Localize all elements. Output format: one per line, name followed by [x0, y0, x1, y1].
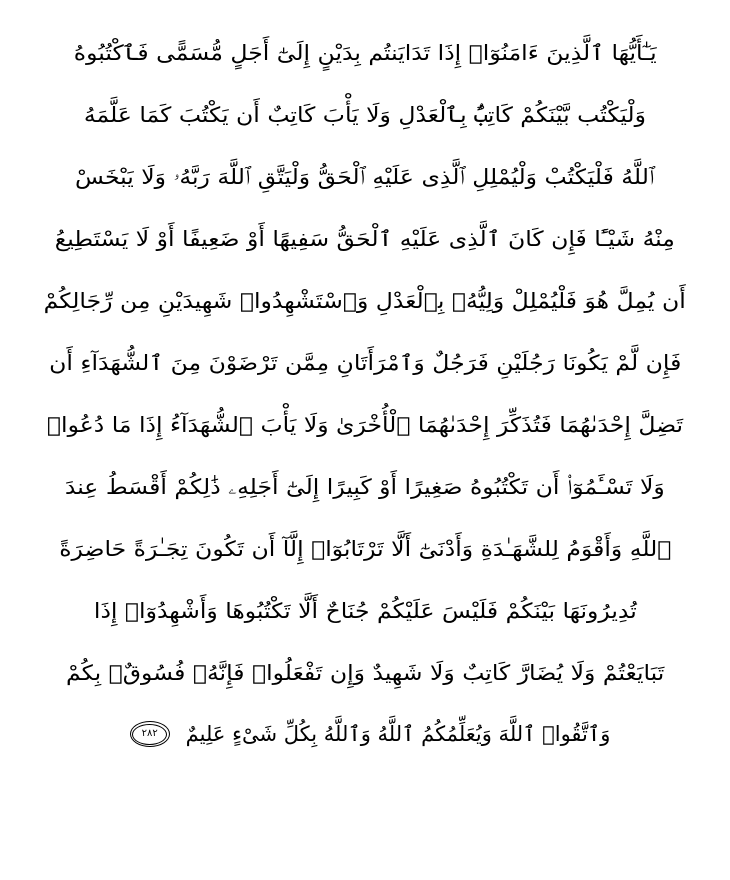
quran-line [26, 580, 704, 642]
quran-line-text: تَضِلَّ إِحْدَىٰهُمَا فَتُذَكِّرَ إِحْدَىٰهُمَا ٱلْأُخْرَىٰ وَلَا يَأْبَ ٱلشُّهَدَآءُ إِذَا مَا دُعُوا۟ [46, 412, 684, 437]
ayah-number-marker-icon [130, 721, 170, 747]
quran-line-text: وَٱتَّقُوا۟ ٱللَّهَ وَيُعَلِّمُكُمُ ٱللَّهُ وَٱللَّهُ بِكُلِّ شَىْءٍ عَلِيمٌ [185, 722, 611, 746]
quran-line-text: ٱللَّهِ وَأَقْوَمُ لِلشَّهَـٰدَةِ وَأَدْنَىٰٓ أَلَّا تَرْتَابُوٓا۟ إِلَّآ أَن تَكُونَ تِجَـٰرَةً حَاضِرَةً [58, 536, 672, 561]
quran-line-text: أَن يُمِلَّ هُوَ فَلْيُمْلِلْ وَلِيُّهُۥ بِٱلْعَدْلِ وَٱسْتَشْهِدُوا۟ شَهِيدَيْنِ مِن رِّجَالِكُمْ [43, 288, 687, 313]
quran-line [26, 208, 704, 270]
quran-line [26, 332, 704, 394]
quran-line-text: ٱللَّهُ فَلْيَكْتُبْ وَلْيُمْلِلِ ٱلَّذِى عَلَيْهِ ٱلْحَقُّ وَلْيَتَّقِ ٱللَّهَ رَبَّهُۥ وَلَا يَبْخَسْ [75, 164, 655, 189]
quran-line [26, 642, 704, 704]
quran-line-text: وَلْيَكْتُب بَّيْنَكُمْ كَاتِبٌۢ بِٱلْعَدْلِ وَلَا يَأْبَ كَاتِبٌ أَن يَكْتُبَ كَمَا عَلَّمَهُ [83, 102, 647, 127]
quran-line-text: تُدِيرُونَهَا بَيْنَكُمْ فَلَيْسَ عَلَيْكُمْ جُنَاحٌ أَلَّا تَكْتُبُوهَا وَأَشْهِدُوٓا۟ إِذَا [93, 598, 637, 623]
quran-line [26, 394, 704, 456]
quran-line-text: فَإِن لَّمْ يَكُونَا رَجُلَيْنِ فَرَجُلٌ وَٱمْرَأَتَانِ مِمَّن تَرْضَوْنَ مِنَ ٱلشُّهَدَآءِ أَن [48, 350, 682, 375]
quran-line-text: مِنْهُ شَيْـًٔا فَإِن كَانَ ٱلَّذِى عَلَيْهِ ٱلْحَقُّ سَفِيهًا أَوْ ضَعِيفًا أَوْ لَا يَسْتَطِيعُ [54, 226, 676, 251]
quran-line [26, 84, 704, 146]
quran-line-text: تَبَايَعْتُمْ وَلَا يُضَارَّ كَاتِبٌ وَلَا شَهِيدٌ وَإِن تَفْعَلُوا۟ فَإِنَّهُۥ فُسُوقٌۢ بِكُمْ [65, 660, 665, 685]
ayah-text-block [26, 22, 704, 764]
quran-line-text: وَلَا تَسْـَٔمُوٓا۟ أَن تَكْتُبُوهُ صَغِيرًا أَوْ كَبِيرًا إِلَىٰٓ أَجَلِهِۦ ذَٰلِكُمْ أَقْسَطُ عِندَ [65, 474, 665, 499]
quran-final-line [26, 704, 704, 764]
quran-line-text: يَـٰٓأَيُّهَا ٱلَّذِينَ ءَامَنُوٓا۟ إِذَا تَدَايَنتُم بِدَيْنٍ إِلَىٰٓ أَجَلٍ مُّسَمًّى فَٱكْتُبُوهُ [73, 40, 657, 65]
ayah-number-label: ٢٨٢ [141, 728, 158, 739]
quran-line [26, 518, 704, 580]
quran-line [26, 270, 704, 332]
quran-line [26, 22, 704, 84]
quran-line [26, 146, 704, 208]
quran-line [26, 456, 704, 518]
